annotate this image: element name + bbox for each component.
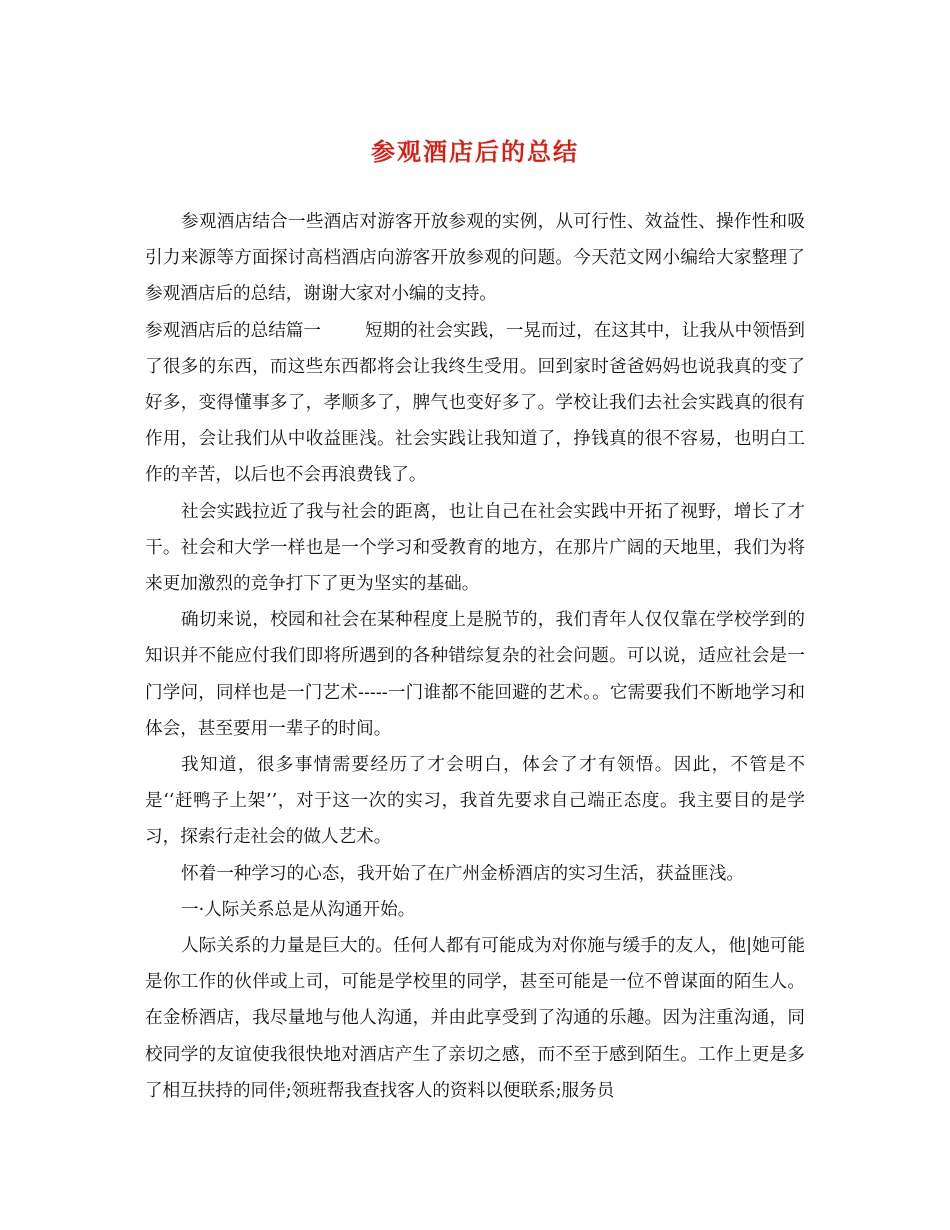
body-paragraph: 怀着一种学习的心态，我开始了在广州金桥酒店的实习生活，获益匪浅。 xyxy=(181,863,745,884)
intro-paragraph: 参观酒店结合一些酒店对游客开放参观的实例，从可行性、效益性、操作性和吸引力来源等方面探讨高档酒店向游客开放参观的问题。今天范文网小编给大家整理了参观酒店后的总结，谢谢大家对小编的支持。 xyxy=(145,212,805,305)
section-first-paragraph: 短期的社会实践，一晃而过，在这其中，让我从中领悟到了很多的东西，而这些东西都将会让我终生受用。回到家时爸爸妈妈也说我真的变了好多，变得懂事多了，孝顺多了，脾气也变好多了。学校让我们去社会实践真的很有作用，会让我们从中收益匪浅。社会实践让我知道了，挣钱真的很不容易，也明白工作的辛苦，以后也不会再浪费钱了。 xyxy=(145,320,805,486)
subheading-paragraph: 一·人际关系总是从沟通开始。 xyxy=(181,899,416,920)
body-paragraph: 社会实践拉近了我与社会的距离，也让自己在社会实践中开拓了视野，增长了才干。社会和大学一样也是一个学习和受教育的地方，在那片广阔的天地里，我们为将来更加激烈的竞争打下了更为坚实的基础。 xyxy=(145,501,805,595)
document-title: 参观酒店后的总结 xyxy=(371,137,579,166)
body-paragraph: 确切来说，校园和社会在某种程度上是脱节的，我们青年人仅仅靠在学校学到的知识并不能应付我们即将所遇到的各种错综复杂的社会问题。可以说，适应社会是一门学问，同样也是一门艺术-----一门谁都不能回避的艺术。。它需要我们不断地学习和体会，甚至要用一辈子的时间。 xyxy=(145,610,805,739)
section-heading: 参观酒店后的总结篇一 xyxy=(145,320,321,341)
body-paragraph: 人际关系的力量是巨大的。任何人都有可能成为对你施与缓手的友人，他|她可能是你工作的伙伴或上司，可能是学校里的同学，甚至可能是一位不曾谋面的陌生人。在金桥酒店，我尽量地与他人沟通，并由此享受到了沟通的乐趣。因为注重沟通，同校同学的友谊使我很快地对酒店产生了亲切之感，而不至于感到陌生。工作上更是多了相互扶持的同伴;领班帮我查找客人的资料以便联系;服务员 xyxy=(145,936,805,1101)
body-paragraph: 我知道，很多事情需要经历了才会明白，体会了才有领悟。因此，不管是不是‘‘赶鸭子上架’’，对于这一次的实习，我首先要求自己端正态度。我主要目的是学习，探索行走社会的做人艺术。 xyxy=(145,755,805,848)
section-paragraph xyxy=(145,313,805,494)
document-body xyxy=(145,204,805,1109)
